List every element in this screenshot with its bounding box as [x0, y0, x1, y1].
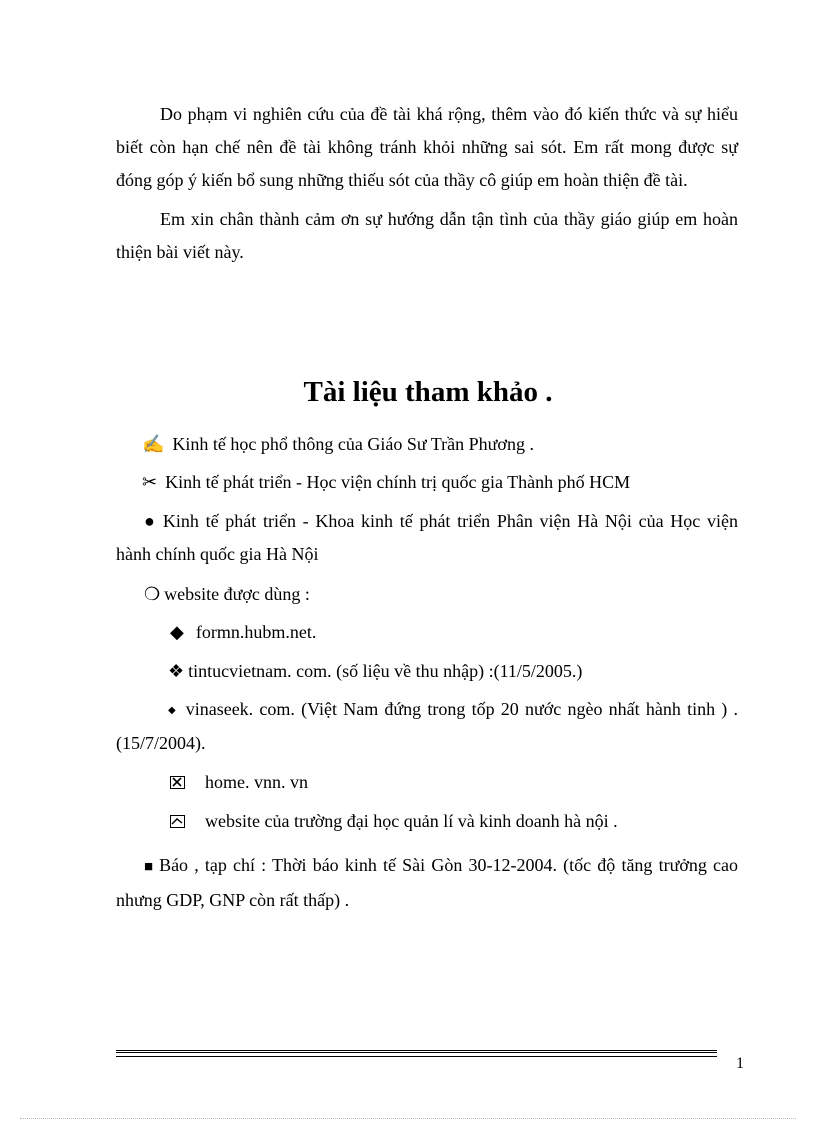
page-bottom-border: [20, 1118, 796, 1119]
bullet-circle-icon: ●: [144, 511, 155, 531]
reference-text: website được dùng :: [164, 584, 310, 604]
small-diamond-icon: ◆: [168, 705, 176, 716]
reference-item-3: [116, 505, 738, 571]
website-text: website của trường đại học quản lí và kinh doanh hà nội .: [205, 811, 618, 831]
references-title: Tài liệu tham khảo .: [303, 376, 553, 408]
writing-hand-icon: ✍: [142, 434, 165, 454]
reference-text: Kinh tế học phổ thông của Giáo Sư Trần Phương .: [172, 434, 534, 454]
website-text: formn.hubm.net.: [195, 622, 317, 642]
website-item-1: [170, 616, 316, 649]
reference-text: Kinh tế phát triển - Khoa kinh tế phát triển Phân viện Hà Nội của Học viện hành chính quốc gia Hà Nội: [116, 511, 738, 564]
reference-text: Kinh tế phát triển - Học viện chính trị quốc gia Thành phố HCM: [165, 472, 631, 492]
reference-item-1: [142, 428, 534, 461]
paragraph-thanks: Em xin chân thành cảm ơn sự hướng dẫn tận tình của thầy giáo giúp em hoàn thiện bài viết này.: [116, 209, 738, 262]
page-number: 1: [736, 1055, 744, 1072]
footer-divider: [116, 1050, 717, 1057]
closing-section: [116, 98, 738, 269]
hollow-circle-icon: ❍: [144, 584, 161, 604]
website-item-3: [116, 693, 738, 760]
close-box-icon: [170, 776, 185, 789]
scissors-icon: ✂: [142, 472, 158, 492]
paragraph-scope: Do phạm vi nghiên cứu của đề tài khá rộng, thêm vào đó kiến thức và sự hiểu biết còn hạn chế nên đề tài không tránh khỏi những sai sót. Em rất mong được sự đóng góp ý kiến bổ sung những thiếu sót của thầy cô giúp em hoàn thiện đề tài.: [116, 104, 738, 190]
reference-item-5: [116, 849, 738, 917]
four-diamond-icon: ❖: [168, 661, 185, 681]
reference-text: Báo , tạp chí : Thời báo kinh tế Sài Gòn 30-12-2004. (tốc độ tăng trưởng cao nhưng GDP, GNP còn rất thấp) .: [116, 855, 738, 910]
website-text: vinaseek. com. (Việt Nam đứng trong tốp 20 nước ngèo nhất hành tinh ) . (15/7/2004).: [116, 699, 738, 753]
website-item-4: [170, 766, 308, 799]
diamond-icon: ◆: [170, 622, 184, 642]
chart-box-icon: [170, 815, 185, 828]
website-text: tintucvietnam. com. (số liệu về thu nhập) :(11/5/2005.): [188, 661, 583, 681]
square-bullet-icon: ■: [144, 859, 154, 875]
reference-item-4: [144, 578, 310, 611]
website-text: home. vnn. vn: [205, 772, 308, 792]
website-item-2: [168, 655, 582, 688]
website-item-5: [170, 805, 618, 838]
reference-item-2: [142, 466, 630, 499]
